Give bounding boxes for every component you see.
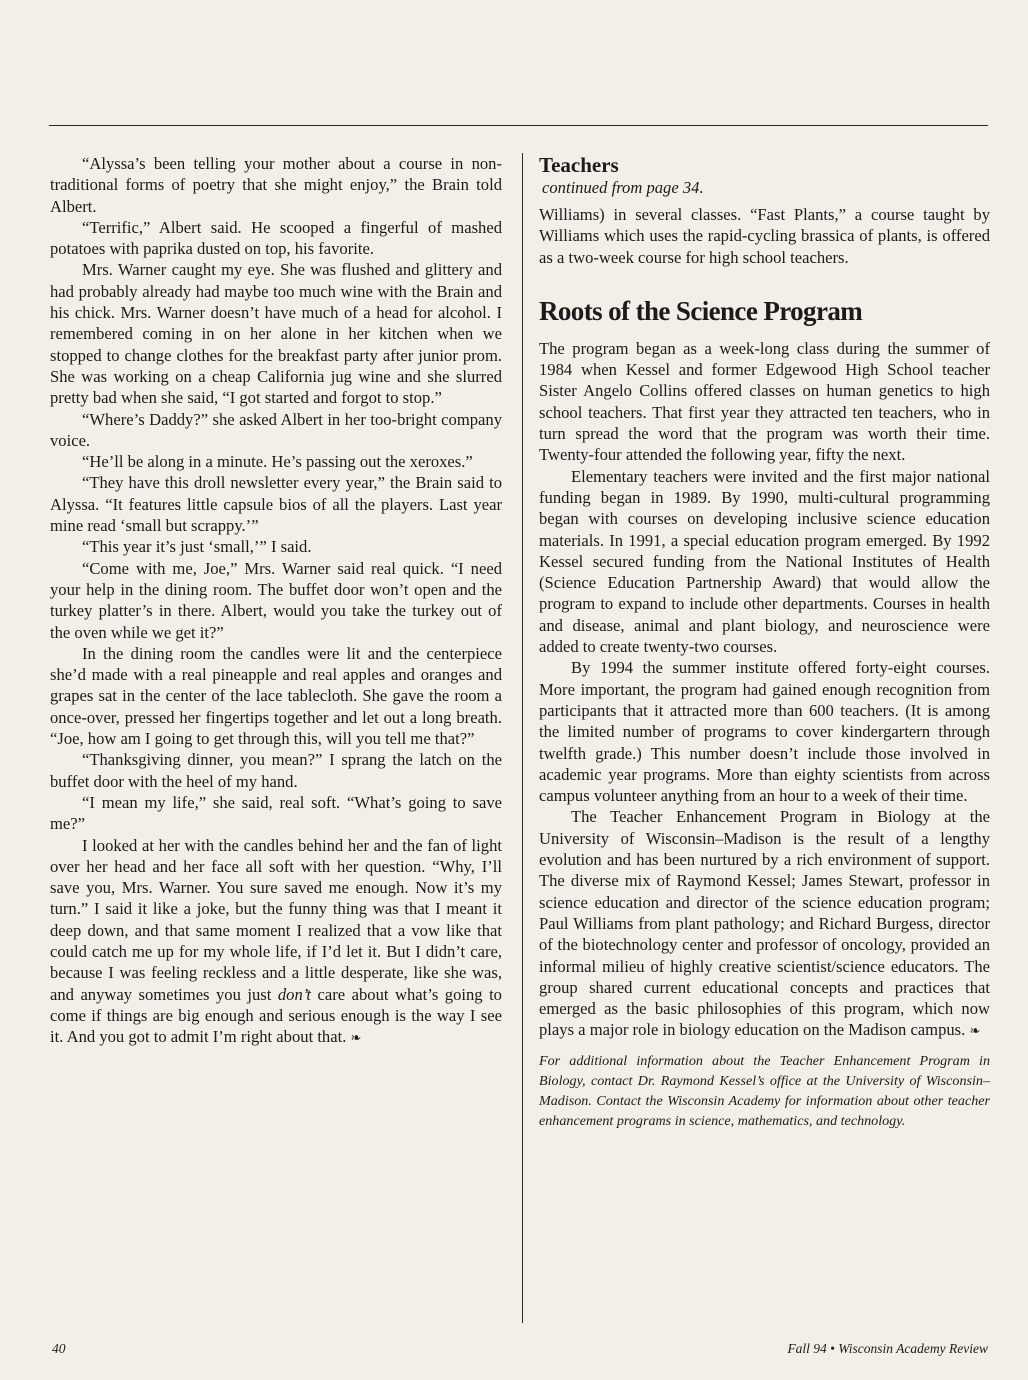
story-paragraph: Mrs. Warner caught my eye. She was flushed and glittery and had probably already had maybe too much wine with the Brain and his chick. Mrs. Warner doesn’t have much of a head for alcohol. I remembered coming in on her alone in her kitchen when we stopped to change clothes for the breakfast party after junior prom. She was working on a cheap California jug wine and she slurred pretty bad when she said, “I got started and forgot to stop.” [50,260,502,408]
story-paragraph: “Come with me, Joe,” Mrs. Warner said real quick. “I need your help in the dining room. The buffet door won’t open and the turkey platter’s in there. Albert, would you take the turkey out of the oven while we get it?” [50,558,502,642]
roots-paragraph: Elementary teachers were invited and the first major national funding began in 1989. By 1990, multi-cultural programming began with courses on developing inclusive science education materials. In 1991, a special education program emerged. By 1992 Kessel secured funding from the National Institutes of Health (Science Education Partnership Award) that would allow the program to expand to include other departments. Courses in health and disease, animal and plant biology, and neuroscience were added to create twenty-two courses. [539,466,990,657]
roots-final-paragraph [539,806,990,1041]
story-paragraph: “Terrific,” Albert said. He scooped a fingerful of mashed potatoes with paprika dusted on top, his favorite. [50,217,502,259]
story-final-text-end: care about what’s going to come if things are big enough and serious enough is the way I see it. And you got to admit I’m right about that. [50,984,502,1047]
story-paragraph: “I mean my life,” she said, real soft. “What’s going to save me?” [50,792,502,834]
teachers-heading: Teachers [539,153,619,177]
roots-final-text: The Teacher Enhancement Program in Biology at the University of Wisconsin–Madison is the result of a lengthy evolution and has been nurtured by a rich environment of support. The diverse mix of Raymond Kessel; James Stewart, professor in science education and director of the science education program; Paul Williams from plant pathology; and Richard Burgess, director of the biotechnology center and professor of oncology, provided an informal milieu of highly creative scientist/science educators. The group shared current educational concepts and practices that emerged as the basic philosophies of this program, which now plays a major role in biology education on the Madison campus. [539,807,990,1040]
roots-paragraph: The program began as a week-long class during the summer of 1984 when Kessel and former Edgewood High School teacher Sister Angelo Collins offered classes on human genetics to high school teachers. That first year they attracted ten teachers, who in turn spread the word that the program was worth their time. Twenty-four attended the following year, fifty the next. [539,338,990,465]
fleuron-end-mark-icon: ❧ [969,1023,981,1039]
roots-paragraph: By 1994 the summer institute offered forty-eight courses. More important, the program had gained enough recognition from participants that it attracted more than 600 teachers. (It is among the limited number of programs to cover kindergartern through twelfth grade.) This number doesn’t include those involved in academic year programs. More than eighty scientists from across campus volunteer anything from an hour to a week of their time. [539,658,990,806]
top-rule [49,125,988,126]
story-final-paragraph [50,835,502,1049]
story-final-text: I looked at her with the candles behind her and the fan of light over her head and her face all soft with her question. “Why, I’ll save you, Mrs. Warner. You sure saved me enough. Now it’s my turn.” I said it like a joke, but the funny thing was that I meant it deep down, and that same moment I realized that a vow like that could catch me up for my whole life, if I’d let it. But I didn’t care, because I was feeling reckless and a little desperate, like she was, and anyway sometimes you just [50,835,502,1004]
page-number: 40 [52,1341,66,1356]
story-paragraph: “Where’s Daddy?” she asked Albert in her too-bright company voice. [50,409,502,450]
story-paragraph: In the dining room the candles were lit and the centerpiece she’d made with a real pineapple and real apples and oranges and grapes sat in the center of the lace tablecloth. She gave the room a once-over, pressed her fingertips together and let out a long breath. “Joe, how am I going to get through this, will you tell me that?” [50,643,502,749]
story-paragraph: “They have this droll newsletter every year,” the Brain said to Alyssa. “It features little capsule bios of all the players. Last year mine read ‘small but scrappy.’” [50,473,502,536]
story-paragraph: “Thanksgiving dinner, you mean?” I sprang the latch on the buffet door with the heel of my hand. [50,750,502,791]
continued-note: continued from page 34. [542,178,704,197]
info-footnote: For additional information about the Teacher Enhancement Program in Biology, contact Dr. Raymond Kessel’s office at the University of Wisconsin–Madison. Contact the Wisconsin Academy for information about other teacher enhancement programs in science, mathematics, and technology. [539,1052,990,1130]
story-paragraph: “This year it’s just ‘small,’” I said. [82,537,312,557]
fleuron-end-mark-icon: ❧ [350,1030,362,1046]
right-column [539,153,990,1132]
story-paragraph: “Alyssa’s been telling your mother about a course in non-traditional forms of poetry that she might enjoy,” the Brain told Albert. [50,154,502,216]
teachers-paragraph: Williams) in several classes. “Fast Plants,” a course taught by Williams which uses the rapid-cycling brassica of plants, is offered as a two-week course for high school teachers. [539,205,990,267]
column-divider [522,153,523,1323]
story-emphasis: don’t [277,984,312,1004]
roots-heading: Roots of the Science Program [539,295,863,326]
left-column [50,153,502,1048]
story-paragraph: “He’ll be along in a minute. He’s passing out the xeroxes.” [82,452,473,472]
issue-footer: Fall 94 • Wisconsin Academy Review [787,1341,988,1356]
